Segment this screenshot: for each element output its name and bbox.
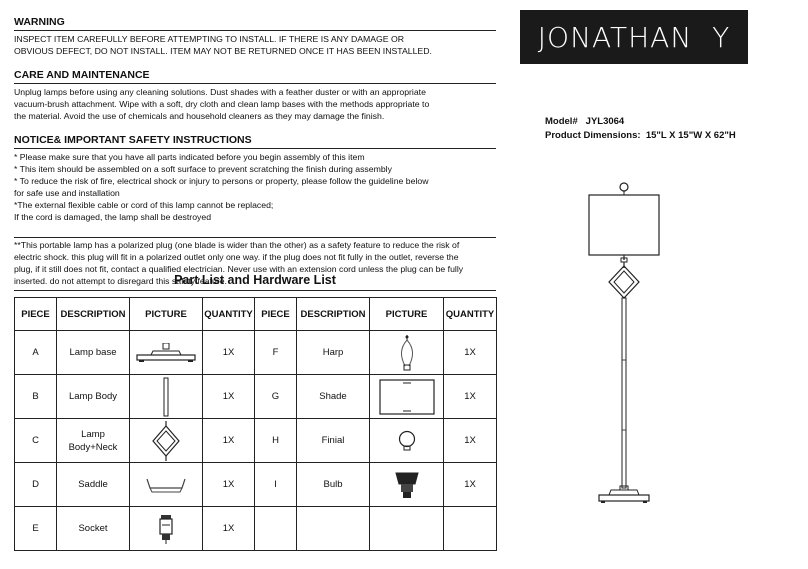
lamp-pole (622, 298, 626, 488)
plug-note-line: inserted. do not attempt to disregard this safety feature. (14, 276, 227, 286)
floor-lamp-illustration (575, 180, 675, 510)
header-piece: PIECE (15, 298, 57, 331)
piece-cell (255, 507, 297, 551)
care-line: vacuum-brush attachment. Wipe with a soft, dry cloth and clean lamp bases with the methods appropriate to (14, 99, 430, 109)
notice-text (14, 151, 496, 223)
quantity-cell: 1X (444, 375, 497, 419)
shade-icon (379, 379, 435, 415)
model-label: Model# (545, 116, 578, 127)
warning-title: WARNING (14, 16, 65, 28)
lamp-base (599, 495, 649, 501)
quantity-cell: 1X (444, 331, 497, 375)
picture-cell (130, 331, 203, 375)
quantity-cell: 1X (203, 419, 255, 463)
description-cell: Saddle (57, 463, 130, 507)
header-picture: PICTURE (130, 298, 203, 331)
quantity-cell: 1X (203, 331, 255, 375)
picture-cell (130, 463, 203, 507)
piece-cell: C (15, 419, 57, 463)
piece-cell: F (255, 331, 297, 375)
model-value: JYL3064 (585, 116, 625, 127)
warning-text (14, 33, 496, 57)
dimensions-line (545, 129, 736, 143)
piece-cell: G (255, 375, 297, 419)
quantity-cell: 1X (444, 419, 497, 463)
notice-line: * Please make sure that you have all parts indicated before you begin assembly of this item (14, 152, 365, 162)
dimensions-value: 15"L X 15"W X 62"H (645, 130, 736, 141)
plug-note-line: electric shock. this plug will fit in a polarized outlet only one way. if the plug does not fit fully in the outlet, reverse the (14, 252, 459, 262)
picture-cell (130, 507, 203, 551)
header-description: DESCRIPTION (57, 298, 130, 331)
quantity-cell: 1X (203, 375, 255, 419)
notice-line: *The external flexible cable or cord of this lamp cannot be replaced; (14, 200, 274, 210)
care-title: CARE AND MAINTENANCE (14, 69, 150, 81)
picture-cell (370, 463, 444, 507)
piece-cell: D (15, 463, 57, 507)
lamp-neck-icon (151, 421, 181, 461)
harp-icon (392, 334, 422, 372)
quantity-cell: 1X (444, 463, 497, 507)
piece-cell: E (15, 507, 57, 551)
warning-line: OBVIOUS DEFECT, DO NOT INSTALL. ITEM MAY NOT BE RETURNED ONCE IT HAS BEEN INSTALLED. (14, 46, 432, 56)
header-picture: PICTURE (370, 298, 444, 331)
warning-line: INSPECT ITEM CAREFULLY BEFORE ATTEMPTING TO INSTALL. IF THERE IS ANY DAMAGE OR (14, 34, 405, 44)
description-cell: Bulb (297, 463, 370, 507)
instructions-column (14, 16, 496, 287)
table-row (15, 507, 497, 551)
quantity-cell: 1X (203, 507, 255, 551)
lamp-base-icon (133, 343, 199, 363)
lamp-shade (589, 195, 659, 255)
header-quantity: QUANTITY (203, 298, 255, 331)
table-row (15, 331, 497, 375)
notice-line: If the cord is damaged, the lamp shall be destroyed (14, 212, 212, 222)
lamp-finial (620, 183, 628, 191)
bulb-icon (393, 470, 421, 500)
parts-list-title: Part List and Hardware List (174, 273, 336, 287)
picture-cell (130, 375, 203, 419)
socket-icon (158, 514, 174, 544)
parts-table (14, 297, 497, 551)
piece-cell: H (255, 419, 297, 463)
saddle-icon (144, 476, 188, 494)
picture-cell (130, 419, 203, 463)
table-row (15, 463, 497, 507)
notice-line: * To reduce the risk of fire, electrical shock or injury to persons or property, please follow the guideline below (14, 176, 429, 186)
description-cell: Lamp base (57, 331, 130, 375)
plug-note-line: **This portable lamp has a polarized plug (one blade is wider than the other) as a safety feature to reduce the risk of (14, 240, 460, 250)
description-cell (297, 507, 370, 551)
lamp-body-icon (161, 377, 171, 417)
description-cell: Shade (297, 375, 370, 419)
picture-cell (370, 507, 444, 551)
description-cell: Lamp Body (57, 375, 130, 419)
description-cell: Finial (297, 419, 370, 463)
piece-cell: I (255, 463, 297, 507)
table-row (15, 419, 497, 463)
piece-cell: A (15, 331, 57, 375)
picture-cell (370, 419, 444, 463)
model-line (545, 115, 736, 129)
notice-line: * This item should be assembled on a soft surface to prevent scratching the finish during assembly (14, 164, 392, 174)
piece-cell: B (15, 375, 57, 419)
description-cell: Socket (57, 507, 130, 551)
quantity-cell (444, 507, 497, 551)
care-text (14, 86, 496, 122)
header-piece: PIECE (255, 298, 297, 331)
brand-logo: JONATHAN Y (520, 10, 748, 64)
dimensions-label: Product Dimensions: (545, 130, 641, 141)
notice-line: for safe use and installation (14, 188, 120, 198)
notice-title: NOTICE& IMPORTANT SAFETY INSTRUCTIONS (14, 134, 252, 146)
quantity-cell: 1X (203, 463, 255, 507)
plug-note-line: plug, if it still does not fit, contact a qualified electrician. Never use with an extension cord unless the plug can be fully (14, 264, 464, 274)
care-line: the material. Avoid the use of chemicals and household cleaners as they may damage the finish. (14, 111, 385, 121)
description-cell: Harp (297, 331, 370, 375)
table-row (15, 375, 497, 419)
header-description: DESCRIPTION (297, 298, 370, 331)
finial-icon (397, 430, 417, 452)
product-info (545, 115, 736, 143)
picture-cell (370, 331, 444, 375)
picture-cell (370, 375, 444, 419)
care-line: Unplug lamps before using any cleaning solutions. Dust shades with a feather duster or with an appropriate (14, 87, 426, 97)
description-cell: Lamp Body+Neck (57, 419, 130, 463)
header-quantity: QUANTITY (444, 298, 497, 331)
table-header-row (15, 298, 497, 331)
